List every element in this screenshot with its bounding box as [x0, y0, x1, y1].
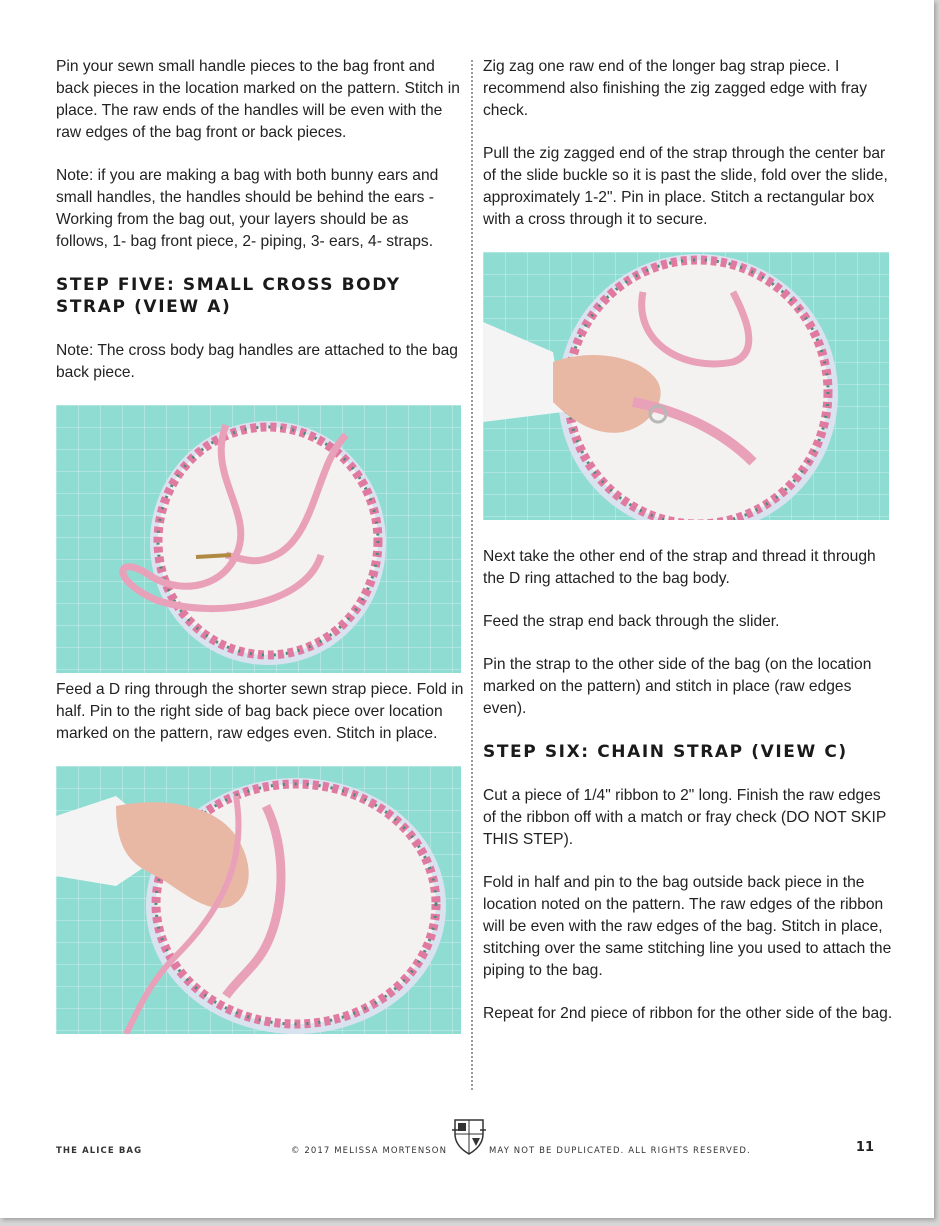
paragraph: Pull the zig zagged end of the strap through the center bar of the slide buckle so it is past the slide, fold over the slide, approximately 1-2". Pin in place. Stitch a rectangular box with a cross through it to secure.: [483, 145, 888, 228]
crest-logo-icon: [452, 1116, 486, 1156]
paragraph: Zig zag one raw end of the longer bag strap piece. I recommend also finishing the zig zagged edge with fray check.: [483, 58, 867, 119]
paragraph: Feed the strap end back through the slider.: [483, 613, 780, 630]
column-divider: [471, 60, 473, 1090]
section-heading: STEP FIVE: SMALL CROSS BODY STRAP (VIEW A): [56, 275, 401, 317]
paragraph: Note: The cross body bag handles are attached to the bag back piece.: [56, 342, 458, 381]
paragraph: Next take the other end of the strap and thread it through the D ring attached to the bag body.: [483, 548, 876, 587]
footer-copyright: © 2017 MELISSA MORTENSON: [291, 1146, 448, 1156]
page-number: 11: [855, 1140, 874, 1155]
footer-rights: MAY NOT BE DUPLICATED. ALL RIGHTS RESERVED.: [489, 1146, 751, 1156]
photo-slide-buckle: [483, 252, 889, 520]
paragraph: Fold in half and pin to the bag outside back piece in the location noted on the pattern. The raw edges of the ribbon will be even with the raw edges of the bag. Stitch in place, stitching over the same stitching line you used to attach the piping to the bag.: [483, 874, 892, 979]
paragraph: Pin the strap to the other side of the bag (on the location marked on the pattern) and stitch in place (raw edges even).: [483, 656, 872, 717]
left-column: [56, 56, 464, 1034]
section-heading: STEP SIX: CHAIN STRAP (VIEW C): [483, 742, 848, 762]
paragraph: Repeat for 2nd piece of ribbon for the other side of the bag.: [483, 1005, 893, 1022]
right-column: [483, 56, 893, 1046]
paragraph: Cut a piece of 1/4" ribbon to 2" long. Finish the raw edges of the ribbon off with a match or fray check (DO NOT SKIP THIS STEP).: [483, 787, 887, 848]
photo-hand-holding-strap: [56, 766, 461, 1034]
footer-title: THE ALICE BAG: [56, 1146, 143, 1156]
paragraph: Pin your sewn small handle pieces to the bag front and back pieces in the location marked on the pattern. Stitch in place. The raw ends of the handles will be even with the raw edges of the bag front or back pieces.: [56, 58, 460, 141]
paragraph: Feed a D ring through the shorter sewn strap piece. Fold in half. Pin to the right side of bag back piece over location marked on the pattern, raw edges even. Stitch in place.: [56, 681, 464, 742]
paragraph: Note: if you are making a bag with both bunny ears and small handles, the handles should be behind the ears - Working from the bag out, your layers should be as follows, 1- bag front piece, 2- piping, 3- ears, 4- straps.: [56, 167, 439, 250]
page-footer: [56, 1140, 874, 1164]
photo-bag-with-strap: [56, 405, 461, 673]
